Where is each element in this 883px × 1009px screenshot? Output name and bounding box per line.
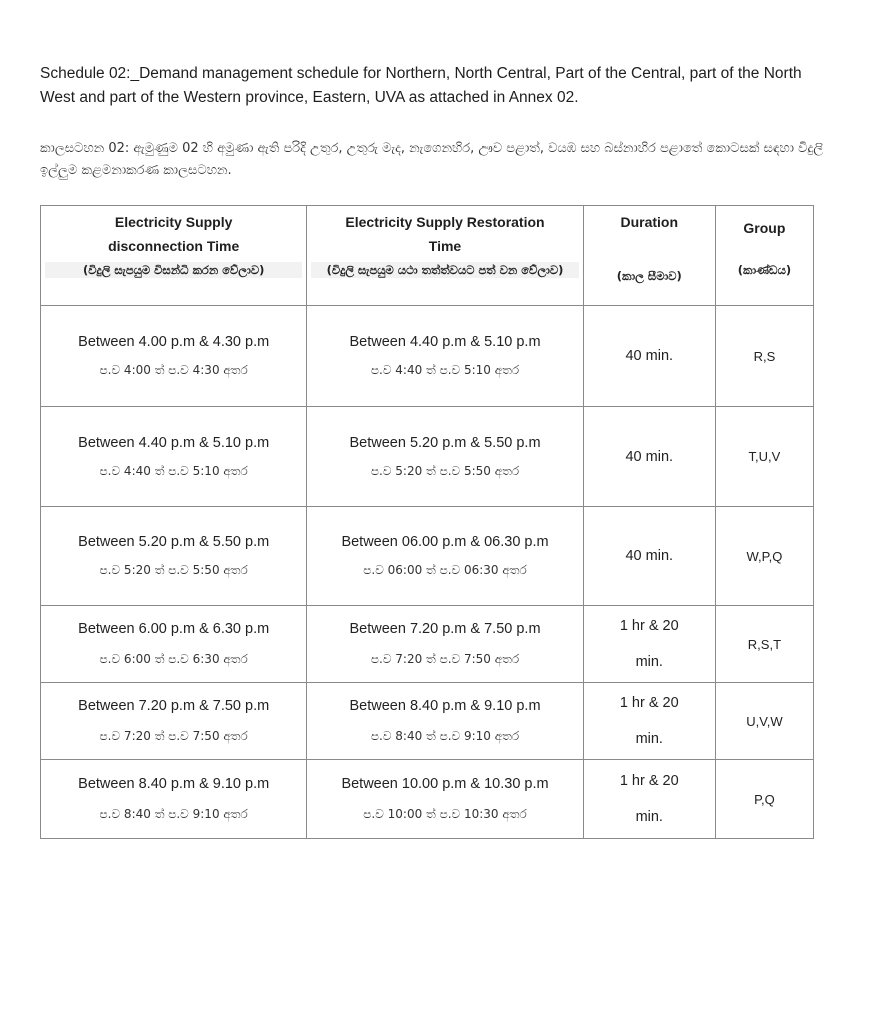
duration-line-2: min. xyxy=(635,809,663,825)
disconnection-en: Between 5.20 p.m & 5.50 p.m xyxy=(78,534,270,550)
restoration-cell xyxy=(307,507,583,606)
header-restoration-si: (විදුලි සැපයුම යථා තත්ත්වයට පත් වන වේලාව) xyxy=(311,262,578,278)
restoration-en: Between 4.40 p.m & 5.10 p.m xyxy=(349,334,541,350)
header-duration-en: Duration xyxy=(620,214,679,230)
duration-line-1: 1 hr & 20 xyxy=(619,695,679,711)
restoration-en: Between 5.20 p.m & 5.50 p.m xyxy=(349,434,541,451)
restoration-en: Between 10.00 p.m & 10.30 p.m xyxy=(341,776,549,792)
disconnection-en: Between 4.00 p.m & 4.30 p.m xyxy=(78,334,270,350)
schedule-intro-sinhala: කාලසටහන 02: ඇමුණුම 02 හි අමුණා ඇති පරිදි උතුර, උතුරු මැද, නැගෙනහිර, ඌව පළාත්, වයඹ සහ බස්නාහිර පළාතේ කොටසක් සඳහා විදුලි ඉල්ලුම කළමනාකරණ කාලසටහන. xyxy=(40,141,824,178)
header-restoration-en: Electricity Supply Restoration Time xyxy=(345,214,545,254)
header-duration-si: (කාල සීමාව) xyxy=(616,269,682,283)
disconnection-si: ප.ව 8:40 ත් ප.ව 9:10 අතර xyxy=(99,807,248,821)
restoration-en: Between 8.40 p.m & 9.10 p.m xyxy=(349,698,541,714)
table-header-row xyxy=(41,206,814,306)
group-cell: W,P,Q xyxy=(715,507,813,606)
restoration-en: Between 06.00 p.m & 06.30 p.m xyxy=(341,534,549,550)
header-restoration-time xyxy=(307,206,583,306)
duration-line-2: min. xyxy=(635,654,663,670)
disconnection-cell xyxy=(41,306,307,407)
restoration-cell xyxy=(307,407,583,507)
disconnection-en: Between 8.40 p.m & 9.10 p.m xyxy=(78,776,270,792)
restoration-si: ප.ව 5:20 ත් ප.ව 5:50 අතර xyxy=(370,463,520,478)
table-row xyxy=(41,760,814,839)
table-row xyxy=(41,306,814,407)
duration-line-1: 1 hr & 20 xyxy=(619,618,679,634)
disconnection-cell xyxy=(41,407,307,507)
disconnection-si: ප.ව 5:20 ත් ප.ව 5:50 අතර xyxy=(99,563,248,577)
restoration-cell xyxy=(307,606,583,683)
disconnection-si: ප.ව 4:40 ත් ප.ව 5:10 අතර xyxy=(99,463,248,478)
demand-schedule-table xyxy=(40,205,814,839)
duration-cell: 40 min. xyxy=(583,407,715,507)
duration-line-2: min. xyxy=(635,731,663,747)
header-group-en: Group xyxy=(743,220,786,236)
disconnection-si: ප.ව 6:00 ත් ප.ව 6:30 අතර xyxy=(99,652,248,666)
duration-cell xyxy=(583,760,715,839)
disconnection-cell xyxy=(41,683,307,760)
schedule-intro-english: Schedule 02:_Demand management schedule for Northern, North Central, Part of the Central, part of the North West and part of the Western province, Eastern, UVA as attached in Annex 02. xyxy=(40,65,802,106)
duration-cell xyxy=(583,606,715,683)
table-row xyxy=(41,606,814,683)
restoration-cell xyxy=(307,306,583,407)
header-duration xyxy=(583,206,715,306)
group-cell: R,S xyxy=(715,306,813,407)
restoration-si: ප.ව 06:00 ත් ප.ව 06:30 අතර xyxy=(363,563,527,577)
restoration-si: ප.ව 8:40 ත් ප.ව 9:10 අතර xyxy=(370,729,520,743)
table-row xyxy=(41,683,814,760)
table-row xyxy=(41,507,814,606)
restoration-cell xyxy=(307,760,583,839)
restoration-si: ප.ව 7:20 ත් ප.ව 7:50 අතර xyxy=(370,652,520,666)
group-cell: T,U,V xyxy=(715,407,813,507)
restoration-si: ප.ව 4:40 ත් ප.ව 5:10 අතර xyxy=(370,363,520,377)
disconnection-en: Between 4.40 p.m & 5.10 p.m xyxy=(78,434,270,451)
duration-cell: 40 min. xyxy=(583,507,715,606)
header-disconnection-en: Electricity Supply disconnection Time xyxy=(108,214,240,254)
header-group-si: (කාණ්ඩය) xyxy=(737,263,792,277)
disconnection-en: Between 7.20 p.m & 7.50 p.m xyxy=(78,698,270,714)
header-disconnection-si: (විදුලි සැපයුම විසන්ධි කරන වේලාව) xyxy=(45,262,302,278)
restoration-en: Between 7.20 p.m & 7.50 p.m xyxy=(349,621,541,637)
group-cell: U,V,W xyxy=(715,683,813,760)
restoration-si: ප.ව 10:00 ත් ප.ව 10:30 අතර xyxy=(363,807,527,821)
table-row xyxy=(41,407,814,507)
restoration-cell xyxy=(307,683,583,760)
header-disconnection-time xyxy=(41,206,307,306)
disconnection-si: ප.ව 7:20 ත් ප.ව 7:50 අතර xyxy=(99,729,248,743)
group-cell: P,Q xyxy=(715,760,813,839)
group-cell: R,S,T xyxy=(715,606,813,683)
disconnection-cell xyxy=(41,760,307,839)
header-group xyxy=(715,206,813,306)
duration-cell: 40 min. xyxy=(583,306,715,407)
duration-line-1: 1 hr & 20 xyxy=(619,773,679,789)
disconnection-cell xyxy=(41,606,307,683)
duration-cell xyxy=(583,683,715,760)
disconnection-si: ප.ව 4:00 ත් ප.ව 4:30 අතර xyxy=(99,363,248,377)
disconnection-en: Between 6.00 p.m & 6.30 p.m xyxy=(78,621,270,637)
disconnection-cell xyxy=(41,507,307,606)
